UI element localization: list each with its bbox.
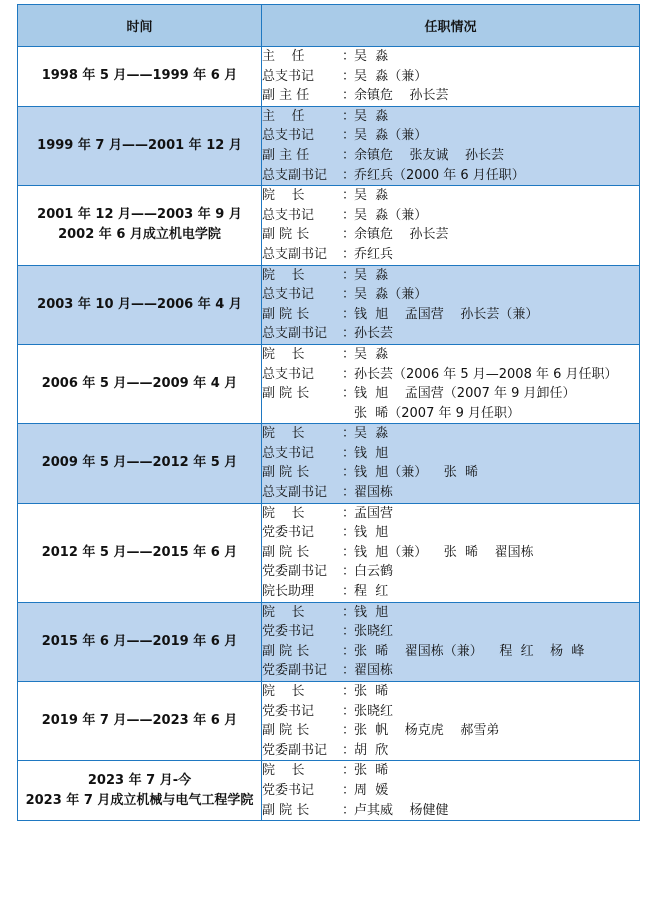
position-cell	[262, 344, 640, 423]
position-title: 总支书记	[262, 68, 315, 84]
period-cell	[18, 47, 262, 107]
colon-separator: ：	[342, 763, 356, 779]
position-cell	[262, 265, 640, 344]
position-title: 党委书记	[262, 782, 315, 798]
period-cell	[18, 106, 262, 185]
table-row	[18, 344, 640, 423]
table-row	[18, 47, 640, 107]
person-names: 吴 淼	[354, 49, 389, 64]
colon-separator: ：	[342, 68, 356, 84]
person-names: 余镇危 孙长芸	[354, 88, 449, 104]
position-line	[262, 463, 639, 483]
colon-separator: ：	[342, 246, 356, 262]
period-text: 1998 年 5 月——1999 年 6 月	[41, 68, 238, 84]
person-names: 张晓红	[354, 703, 394, 719]
header-time: 时间	[18, 5, 262, 47]
person-names: 张 晞	[354, 684, 389, 699]
person-names: 孙长芸	[354, 326, 394, 342]
period-text: 2012 年 5 月——2015 年 6 月	[41, 544, 238, 560]
colon-separator: ：	[342, 525, 356, 541]
person-names: 翟国栋	[354, 663, 394, 679]
person-names: 余镇危 张友诚 孙长芸	[354, 147, 505, 163]
colon-separator: ：	[342, 147, 356, 163]
period-text: 1999 年 7 月——2001 年 12 月	[37, 137, 242, 153]
person-names: 钱 旭（兼） 张 晞	[354, 465, 479, 481]
position-title: 副 院 长	[262, 802, 310, 818]
colon-separator: ：	[342, 88, 356, 104]
position-title: 副 主 任	[262, 147, 310, 163]
position-line	[262, 661, 639, 681]
position-line	[262, 543, 639, 563]
period-cell	[18, 602, 262, 681]
position-line	[262, 582, 639, 602]
person-names: 吴 淼	[354, 188, 389, 204]
position-title: 总支书记	[262, 207, 315, 223]
period-text: 2002 年 6 月成立机电学院	[58, 227, 221, 243]
position-title: 总支书记	[262, 445, 315, 461]
colon-separator: ：	[342, 564, 356, 580]
position-title: 院 长	[262, 505, 305, 521]
position-cell	[262, 761, 640, 821]
position-line	[262, 721, 639, 741]
position-title: 党委书记	[262, 703, 315, 719]
position-title: 总支副书记	[262, 485, 328, 501]
period-text: 2019 年 7 月——2023 年 6 月	[41, 713, 238, 729]
colon-separator: ：	[342, 426, 356, 442]
colon-separator: ：	[342, 742, 356, 758]
person-names: 钱 旭	[354, 445, 389, 461]
position-title: 副 院 长	[262, 544, 310, 560]
person-names: 张 帆 杨克虎 郝雪弟	[354, 723, 500, 739]
position-line	[262, 523, 639, 543]
person-names: 白云鹤	[354, 564, 394, 580]
person-names: 钱 旭	[354, 604, 389, 620]
position-line	[262, 126, 639, 146]
position-line	[262, 504, 639, 524]
position-line	[262, 761, 639, 781]
position-line	[262, 86, 639, 106]
position-title: 总支书记	[262, 287, 315, 303]
person-names: 吴 淼（兼）	[354, 128, 428, 144]
position-title: 总支书记	[262, 366, 315, 382]
position-line	[262, 741, 639, 761]
table-row	[18, 265, 640, 344]
colon-separator: ：	[342, 723, 356, 739]
position-line	[262, 682, 639, 702]
position-line	[262, 483, 639, 503]
colon-separator: ：	[342, 108, 356, 124]
colon-separator: ：	[342, 346, 356, 362]
colon-separator: ：	[342, 128, 356, 144]
colon-separator: ：	[342, 505, 356, 521]
position-title: 副 主 任	[262, 88, 310, 104]
period-cell	[18, 186, 262, 265]
colon-separator: ：	[342, 663, 356, 679]
position-cell	[262, 602, 640, 681]
position-line	[262, 47, 639, 67]
position-line	[262, 384, 639, 404]
position-title: 副 院 长	[262, 386, 310, 402]
person-names: 胡 欣	[354, 742, 389, 758]
colon-separator: ：	[342, 306, 356, 322]
position-line	[262, 166, 639, 186]
position-line	[262, 324, 639, 344]
colon-separator: ：	[342, 624, 356, 640]
position-line	[262, 206, 639, 226]
period-text: 2003 年 10 月——2006 年 4 月	[37, 296, 242, 312]
position-title: 主 任	[262, 49, 305, 64]
position-line	[262, 107, 639, 127]
person-names: 孟国营	[354, 505, 394, 521]
person-names: 吴 淼	[354, 267, 389, 283]
position-title: 院 长	[262, 188, 305, 204]
position-title: 院 长	[262, 604, 305, 620]
position-cell	[262, 503, 640, 602]
position-line	[262, 266, 639, 286]
table-row	[18, 106, 640, 185]
colon-separator: ：	[342, 386, 356, 402]
table-row	[18, 186, 640, 265]
position-line	[262, 67, 639, 87]
colon-separator: ：	[342, 782, 356, 798]
position-line	[262, 186, 639, 206]
colon-separator	[342, 404, 354, 424]
position-line	[262, 146, 639, 166]
period-text: 2023 年 7 月-今	[87, 772, 192, 788]
header-row	[18, 5, 640, 47]
person-names: 吴 淼（兼）	[354, 287, 428, 303]
table-body	[18, 47, 640, 821]
colon-separator: ：	[342, 227, 356, 243]
period-text: 2009 年 5 月——2012 年 5 月	[41, 455, 238, 471]
person-names: 乔红兵（2000 年 6 月任职）	[354, 167, 525, 183]
person-names: 吴 淼	[354, 108, 389, 124]
position-title: 院 长	[262, 346, 305, 362]
colon-separator: ：	[342, 604, 356, 620]
table-row	[18, 761, 640, 821]
position-title: 总支副书记	[262, 246, 328, 262]
table-row	[18, 602, 640, 681]
position-title: 院 长	[262, 267, 305, 283]
table-row	[18, 682, 640, 761]
position-line	[262, 404, 639, 424]
position-cell	[262, 186, 640, 265]
colon-separator: ：	[342, 643, 356, 659]
position-title: 总支书记	[262, 128, 315, 144]
colon-separator: ：	[342, 485, 356, 501]
colon-separator: ：	[342, 684, 356, 699]
position-title: 主 任	[262, 108, 305, 124]
colon-separator: ：	[342, 544, 356, 560]
colon-separator: ：	[342, 584, 356, 600]
position-line	[262, 702, 639, 722]
position-cell	[262, 424, 640, 503]
person-names: 张 晞	[354, 763, 389, 779]
position-title: 副 院 长	[262, 306, 310, 322]
position-title: 总支副书记	[262, 326, 328, 342]
position-title: 党委副书记	[262, 663, 328, 679]
header-info: 任职情况	[262, 5, 640, 47]
colon-separator: ：	[342, 267, 356, 283]
person-names: 孙长芸（2006 年 5 月—2008 年 6 月任职）	[354, 366, 618, 382]
leadership-table	[17, 4, 640, 821]
person-names: 吴 淼	[354, 346, 389, 362]
position-line	[262, 285, 639, 305]
colon-separator: ：	[342, 802, 356, 818]
position-line	[262, 642, 639, 662]
colon-separator: ：	[342, 287, 356, 303]
position-title: 党委副书记	[262, 564, 328, 580]
period-cell	[18, 344, 262, 423]
position-line	[262, 603, 639, 623]
colon-separator: ：	[342, 188, 356, 204]
person-names: 吴 淼（兼）	[354, 68, 428, 84]
colon-separator: ：	[342, 167, 356, 183]
position-line	[262, 444, 639, 464]
position-title: 副 院 长	[262, 465, 310, 481]
person-names: 张 晞（2007 年 9 月任职）	[354, 405, 521, 421]
period-cell	[18, 761, 262, 821]
period-cell	[18, 503, 262, 602]
position-title: 院 长	[262, 684, 305, 699]
person-names: 卢其威 杨健健	[354, 802, 449, 818]
person-names: 程 红	[354, 584, 389, 600]
position-line	[262, 781, 639, 801]
person-names: 翟国栋	[354, 485, 394, 501]
colon-separator: ：	[342, 703, 356, 719]
position-line	[262, 345, 639, 365]
person-names: 钱 旭	[354, 525, 389, 541]
position-title: 副 院 长	[262, 723, 310, 739]
period-cell	[18, 682, 262, 761]
position-line	[262, 424, 639, 444]
position-cell	[262, 682, 640, 761]
person-names: 乔红兵	[354, 246, 394, 262]
position-title: 院长助理	[262, 584, 315, 600]
period-text: 2015 年 6 月——2019 年 6 月	[41, 633, 238, 649]
colon-separator: ：	[342, 326, 356, 342]
position-line	[262, 305, 639, 325]
position-line	[262, 622, 639, 642]
position-line	[262, 365, 639, 385]
position-title: 党委书记	[262, 624, 315, 640]
person-names: 钱 旭 孟国营 孙长芸（兼）	[354, 306, 539, 322]
position-title: 院 长	[262, 763, 305, 779]
table-row	[18, 503, 640, 602]
person-names: 张晓红	[354, 624, 394, 640]
position-title: 党委书记	[262, 525, 315, 541]
position-title: 总支副书记	[262, 167, 328, 183]
position-title: 院 长	[262, 426, 305, 442]
period-cell	[18, 265, 262, 344]
colon-separator: ：	[342, 445, 356, 461]
person-names: 吴 淼（兼）	[354, 207, 428, 223]
period-text: 2006 年 5 月——2009 年 4 月	[41, 376, 238, 392]
position-title: 党委副书记	[262, 742, 328, 758]
position-line	[262, 225, 639, 245]
position-title: 副 院 长	[262, 227, 310, 243]
position-line	[262, 245, 639, 265]
colon-separator: ：	[342, 49, 356, 64]
colon-separator: ：	[342, 465, 356, 481]
period-text: 2023 年 7 月成立机械与电气工程学院	[25, 792, 254, 808]
table-row	[18, 424, 640, 503]
colon-separator: ：	[342, 207, 356, 223]
position-cell	[262, 47, 640, 107]
person-names: 周 媛	[354, 782, 389, 798]
person-names: 余镇危 孙长芸	[354, 227, 449, 243]
position-title: 副 院 长	[262, 643, 310, 659]
position-cell	[262, 106, 640, 185]
period-cell	[18, 424, 262, 503]
person-names: 吴 淼	[354, 426, 389, 442]
position-title	[262, 404, 342, 424]
position-line	[262, 801, 639, 821]
person-names: 钱 旭（兼） 张 晞 翟国栋	[354, 544, 534, 560]
position-line	[262, 562, 639, 582]
person-names: 张 晞 翟国栋（兼） 程 红 杨 峰	[354, 643, 585, 659]
colon-separator: ：	[342, 366, 356, 382]
period-text: 2001 年 12 月——2003 年 9 月	[37, 207, 242, 223]
person-names: 钱 旭 孟国营（2007 年 9 月卸任）	[354, 386, 576, 402]
